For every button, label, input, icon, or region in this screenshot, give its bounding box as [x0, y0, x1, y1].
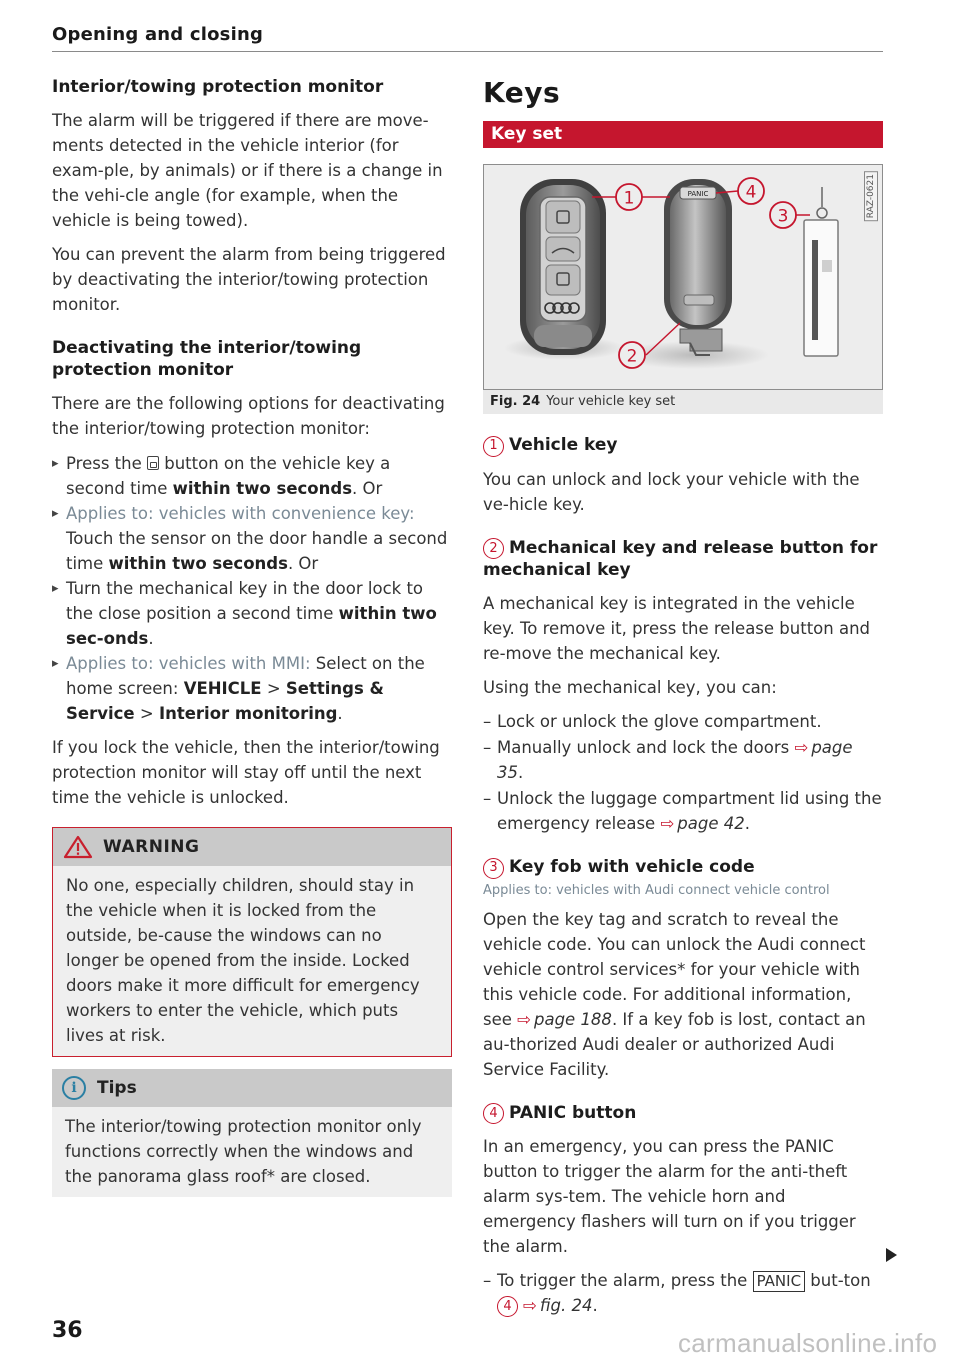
applies-note: Applies to: vehicles with convenience key: [66, 504, 415, 523]
key-set-illustration [484, 165, 883, 390]
heading-panic-button: 4 PANIC button [483, 1102, 883, 1125]
warning-box [52, 827, 452, 1057]
page-reference-link[interactable]: page 42 [677, 814, 745, 833]
deactivation-options-list [52, 451, 452, 726]
info-icon: i [62, 1076, 86, 1100]
svg-text:1: 1 [623, 188, 635, 209]
heading-mechanical-key: 2 Mechanical key and release button for mechanical key [483, 537, 878, 580]
section-title: Opening and closing [52, 24, 264, 45]
left-column [52, 76, 452, 1197]
page-title: Keys [483, 76, 561, 109]
warning-body [53, 866, 451, 1056]
warning-label: WARNING [103, 837, 200, 857]
list-item: ▸ Press the button on the vehicle key a second time within two seconds. Or [52, 451, 452, 501]
applies-note: Applies to: vehicles with Audi connect vehicle control [483, 882, 830, 898]
warning-triangle-icon [63, 835, 93, 859]
list-item: – Lock or unlock the glove compartment. [483, 709, 883, 734]
continue-arrow-icon [886, 1248, 897, 1262]
paragraph-vehicle-key: You can unlock and lock your vehicle with the ve-hicle key. [483, 469, 860, 514]
callout-4 [738, 178, 764, 204]
figure-number: Fig. 24 [490, 394, 541, 409]
heading-interior-monitor: Interior/towing protection monitor [52, 77, 384, 97]
paragraph-mechanical-key: A mechanical key is integrated in the vehicle key. To remove it, press the release button and re-move the mechanical key. [483, 594, 871, 663]
list-item: – To trigger the alarm, press the PANIC but-ton 4 ⇨ fig. 24. [483, 1268, 883, 1318]
paragraph-options: There are the following options for deactivating the interior/towing protection monitor: [52, 394, 445, 438]
warning-text: No one, especially children, should stay in the vehicle when it is locked from the outside, be-cause the windows can no longer be opened from the inside. Locked doors make it more difficult for emergency workers to enter the vehicle, which puts lives at risk. [66, 876, 420, 1045]
key-fob [804, 187, 838, 356]
watermark: carmanualsonline.info [678, 1328, 938, 1358]
heading-key-fob: 3 Key fob with vehicle code [483, 856, 883, 879]
callout-2 [619, 342, 645, 368]
list-item: ▸ Turn the mechanical key in the door lock to the close position a second time within two sec-onds. [52, 576, 452, 651]
paragraph-alarm-trigger: The alarm will be triggered if there are move-ments detected in the vehicle interior (for exam-ple, by animals) or if there is a change in the vehi-cle angle (for example, when the vehicle is being towed). [52, 111, 443, 230]
list-item: – Manually unlock and lock the doors ⇨ page 35. [483, 735, 883, 785]
tips-box [52, 1069, 452, 1197]
lock-key-icon [147, 456, 159, 470]
tips-header [52, 1069, 452, 1107]
svg-text:2: 2 [626, 346, 638, 367]
figure-code: RAZ-0621 [864, 171, 878, 221]
panic-steps-list [483, 1268, 883, 1318]
panic-button-label: PANIC [687, 190, 709, 198]
callout-3 [770, 202, 796, 228]
right-column [483, 76, 883, 1319]
paragraph-prevent-alarm: You can prevent the alarm from being triggered by deactivating the interior/towing protection monitor. [52, 245, 446, 314]
list-item: ▸ Applies to: vehicles with MMI: Select on the home screen: VEHICLE > Settings & Service > Interior monitoring. [52, 651, 452, 726]
callout-1 [616, 184, 642, 210]
number-badge: 1 [483, 436, 504, 457]
heading-deactivating: Deactivating the interior/towing protection monitor [52, 338, 362, 380]
tips-text: The interior/towing protection monitor only functions correctly when the windows and the panorama glass roof* are closed. [65, 1117, 422, 1186]
figure-caption-text: Your vehicle key set [546, 394, 676, 409]
figure-caption [483, 390, 883, 414]
paragraph-mechanical-uses: Using the mechanical key, you can: [483, 678, 777, 697]
page-reference-link[interactable]: page 35 [497, 738, 853, 782]
reference-arrow-icon: ⇨ [523, 1296, 537, 1315]
number-badge: 3 [483, 858, 504, 879]
list-item: ▸ Applies to: vehicles with convenience key: Touch the sensor on the door handle a second time within two seconds. Or [52, 501, 452, 576]
svg-text:4: 4 [745, 182, 757, 203]
tips-body [52, 1107, 452, 1197]
reference-arrow-icon: ⇨ [660, 814, 675, 833]
vehicle-key-front [520, 179, 606, 355]
reference-arrow-icon: ⇨ [794, 738, 809, 757]
reference-arrow-icon: ⇨ [517, 1009, 531, 1029]
svg-text:3: 3 [777, 206, 789, 227]
figure-reference-link[interactable]: fig. 24 [539, 1296, 593, 1315]
number-badge: 4 [483, 1103, 504, 1124]
header-divider [52, 51, 883, 52]
number-badge: 2 [483, 538, 504, 559]
paragraph-lock-note: If you lock the vehicle, then the interior/towing protection monitor will stay off until the next time the vehicle is unlocked. [52, 738, 440, 807]
paragraph-panic: In an emergency, you can press the PANIC button to trigger the alarm for the anti-theft alarm sys-tem. The vehicle horn and emergency flashers will turn on if you trigger the alarm. [483, 1137, 856, 1256]
number-badge: 4 [497, 1296, 518, 1317]
heading-vehicle-key: 1 Vehicle key [483, 434, 883, 457]
applies-note: Applies to: vehicles with MMI: [66, 654, 311, 673]
page-reference-link[interactable]: page 188 [533, 1009, 612, 1029]
paragraph-key-fob: Open the key tag and scratch to reveal the vehicle code. You can unlock the Audi connect vehicle control services* for your vehicle with this vehicle code. For additional information, see ⇨ page 188. If a key fob is lost, contact an au-thorized Audi dealer or authorized Audi Service Facility. [483, 909, 866, 1079]
page-number: 36 [52, 1318, 83, 1343]
mechanical-key-uses-list [483, 709, 883, 836]
tips-label: Tips [97, 1078, 137, 1098]
warning-header [53, 828, 451, 866]
list-item: – Unlock the luggage compartment lid using the emergency release ⇨ page 42. [483, 786, 883, 836]
panic-key-label: PANIC [753, 1271, 805, 1292]
section-bar: Key set [483, 121, 883, 148]
key-set-figure [483, 164, 883, 390]
